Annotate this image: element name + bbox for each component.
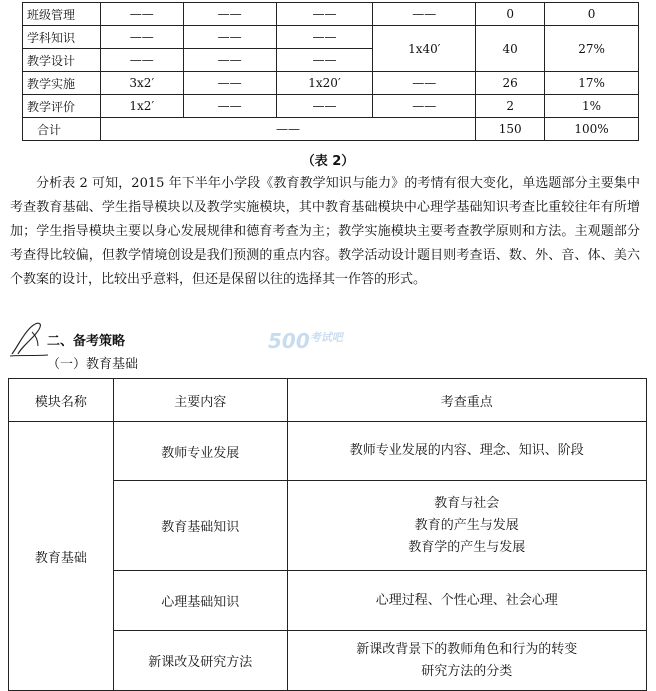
row-label: 教学实施 xyxy=(23,72,101,95)
section-heading: 二、备考策略 xyxy=(47,334,126,349)
row-label: 学科知识 xyxy=(23,26,101,49)
point-line: 教师专业发展的内容、理念、知识、阶段 xyxy=(349,443,584,458)
total-percent: 100% xyxy=(545,118,639,141)
total-label: 合计 xyxy=(23,118,101,141)
table-row xyxy=(23,3,639,26)
row-label: 教学评价 xyxy=(23,95,101,118)
table-cell: 1x2′ xyxy=(100,95,183,118)
table-row xyxy=(9,422,647,481)
table-cell: 17% xyxy=(545,72,639,95)
table-cell-merged: 1x40′ xyxy=(373,26,476,72)
watermark-logo xyxy=(268,329,343,353)
points-cell xyxy=(287,631,646,691)
table-cell: 1x20′ xyxy=(276,72,373,95)
point-line: 心理过程、个性心理、社会心理 xyxy=(375,592,558,608)
table-cell: —— xyxy=(276,26,373,49)
table-cell: —— xyxy=(276,49,373,72)
table-cell: —— xyxy=(183,49,276,72)
watermark-number: 500 xyxy=(268,329,310,353)
table-cell: —— xyxy=(100,26,183,49)
table-cell: —— xyxy=(183,26,276,49)
table-cell: —— xyxy=(183,3,276,26)
total-count: 150 xyxy=(476,118,545,141)
table-cell: —— xyxy=(100,3,183,26)
table-cell: 0 xyxy=(476,3,545,26)
exam-stats-table xyxy=(22,2,639,141)
table-row xyxy=(23,72,639,95)
points-cell xyxy=(287,571,646,631)
content-cell: 教育基础知识 xyxy=(113,481,287,571)
header-content: 主要内容 xyxy=(113,379,287,422)
table-cell: 1% xyxy=(545,95,639,118)
table-cell: 3x2′ xyxy=(100,72,183,95)
table-caption: （表 2） xyxy=(301,154,355,169)
table-cell: 40 xyxy=(476,26,545,72)
table-cell: —— xyxy=(183,95,276,118)
table-cell: —— xyxy=(183,72,276,95)
content-cell: 新课改及研究方法 xyxy=(113,631,287,691)
watermark-text: 考试吧 xyxy=(309,331,343,344)
row-label: 教学设计 xyxy=(23,49,101,72)
total-row xyxy=(23,118,639,141)
table-cell: 26 xyxy=(476,72,545,95)
table-cell: 27% xyxy=(545,26,639,72)
table-cell: —— xyxy=(276,3,373,26)
analysis-paragraph: 分析表 2 可知，2015 年下半年小学段《教育教学知识与能力》的考情有很大变化，单选题部分主要集中考查教育基础、学生指导模块以及教学实施模块，其中教育基础模块中心理学基础知识考查比重较往年有所增加；学生指导模块主要以身心发展规律和德育考查为主；教学实施模块主要考查教学原则和方法。主观题部分考查得比较偏，但教学情境创设是我们预测的重点内容。教学活动设计题目则考查语、数、外、音、体、美六个教案的设计，比较出乎意料，但还是保留以往的选择其一作答的形式。 xyxy=(10,176,640,287)
content-cell: 心理基础知识 xyxy=(113,571,287,631)
total-dash: —— xyxy=(100,118,475,141)
table-row xyxy=(23,26,639,49)
table-cell: —— xyxy=(373,95,476,118)
table-row xyxy=(23,95,639,118)
table-cell: —— xyxy=(100,49,183,72)
table-cell: 0 xyxy=(545,3,639,26)
points-cell xyxy=(287,422,646,481)
module-name: 教育基础 xyxy=(9,422,114,691)
table-cell: —— xyxy=(276,95,373,118)
module-table xyxy=(8,378,647,691)
header-points: 考查重点 xyxy=(287,379,646,422)
point-line: 教育的产生与发展 xyxy=(414,517,519,533)
table-cell: —— xyxy=(373,3,476,26)
point-line: 教育学的产生与发展 xyxy=(408,539,526,555)
table-cell: 2 xyxy=(476,95,545,118)
table-cell: —— xyxy=(373,72,476,95)
subsection-heading: （一）教育基础 xyxy=(47,357,139,372)
header-module: 模块名称 xyxy=(9,379,114,422)
content-cell: 教师专业发展 xyxy=(113,422,287,481)
point-line: 研究方法的分类 xyxy=(421,663,513,679)
points-cell xyxy=(287,481,646,571)
row-label: 班级管理 xyxy=(23,3,101,26)
point-line: 教育与社会 xyxy=(434,495,500,511)
header-row xyxy=(9,379,647,422)
point-line: 新课改背景下的教师角色和行为的转变 xyxy=(356,641,578,657)
pen-decoration-icon xyxy=(8,318,52,358)
